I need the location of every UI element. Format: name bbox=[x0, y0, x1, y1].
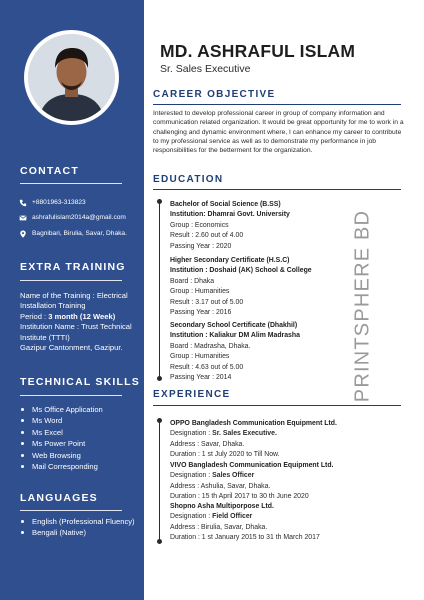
phone-icon bbox=[18, 198, 27, 207]
watermark-text: PRINTSPHERE BD bbox=[351, 209, 374, 403]
email-address[interactable]: ashrafulislam2014a@gmail.com bbox=[32, 214, 126, 221]
designation-value: Field Officer bbox=[212, 513, 253, 521]
education-detail: Group : Humanities bbox=[170, 353, 230, 361]
education-detail: Result : 3.17 out of 5.00 bbox=[170, 298, 244, 306]
experience-address: Address : Savar, Dhaka. bbox=[170, 440, 245, 448]
designation-value: Sales Officer bbox=[212, 472, 255, 480]
degree-title: Secondary School Certificate (Dhakhil) bbox=[170, 322, 298, 329]
avatar bbox=[28, 34, 115, 121]
phone-number[interactable]: +8801963-313823 bbox=[32, 199, 86, 206]
objective-divider bbox=[153, 104, 401, 105]
experience-duration: Duration : 1 st July 2020 to Till Now. bbox=[170, 451, 280, 459]
institution-name: Institution : Doshaid (AK) School & College bbox=[170, 267, 312, 275]
job-title: Sr. Sales Executive bbox=[160, 63, 251, 75]
contact-email bbox=[18, 213, 126, 222]
timeline-dot bbox=[157, 539, 162, 544]
institution-name: Institution : Kaliakur DM Alim Madrasha bbox=[170, 332, 300, 340]
designation-label: Designation : bbox=[170, 513, 213, 521]
address-text: Bagnibari, Birulia, Savar, Dhaka. bbox=[32, 230, 127, 237]
training-divider bbox=[20, 280, 122, 281]
list-item: English (Professional Fluency) bbox=[20, 516, 135, 527]
skills-divider bbox=[20, 395, 122, 396]
education-entry bbox=[170, 256, 312, 318]
page-title: MD. ASHRAFUL ISLAM bbox=[160, 41, 356, 61]
education-detail: Result : 4.63 out of 5.00 bbox=[170, 363, 244, 371]
experience-address: Address : Birulia, Savar, Dhaka. bbox=[170, 523, 268, 531]
list-item: Mail Corresponding bbox=[20, 461, 103, 472]
designation-label: Designation : bbox=[170, 430, 213, 438]
training-location: Gazipur Cantonment, Gazipur. bbox=[20, 343, 123, 353]
experience-address: Address : Ashulia, Savar, Dhaka. bbox=[170, 482, 271, 490]
timeline-dot bbox=[157, 199, 162, 204]
skills-list bbox=[20, 404, 103, 472]
objective-text: Interested to develop professional career in group of company information and communication related organization. It would be great opportunity for me to work in a challenging and dynamic environment where, I can enhance my career to contribute to my professional service as well as to demonstrate my performance in job responsibilities for the betterment for the organization. bbox=[153, 110, 404, 155]
languages-list bbox=[20, 516, 135, 539]
education-divider bbox=[153, 189, 401, 190]
training-institution-label: Institution Name : bbox=[20, 322, 82, 332]
company-name: Shopno Asha Multiporpose Ltd. bbox=[170, 503, 274, 510]
education-detail: Board : Dhaka bbox=[170, 277, 215, 285]
list-item: Ms Word bbox=[20, 415, 103, 426]
languages-divider bbox=[20, 510, 122, 511]
training-name-label: Name of the Training : bbox=[20, 291, 97, 300]
education-detail: Passing Year : 2016 bbox=[170, 309, 232, 317]
location-icon bbox=[18, 229, 27, 238]
experience-entry bbox=[170, 502, 320, 544]
company-name: OPPO Bangladesh Communication Equipment Ltd. bbox=[170, 420, 337, 427]
education-detail: Group : Humanities bbox=[170, 288, 230, 296]
company-name: VIVO Bangladesh Communication Equipment Ltd. bbox=[170, 462, 334, 469]
timeline-dot bbox=[157, 376, 162, 381]
education-entry bbox=[170, 321, 300, 383]
experience-entry bbox=[170, 461, 333, 503]
education-detail: Group : Economics bbox=[170, 221, 229, 229]
education-detail: Passing Year : 2020 bbox=[170, 242, 232, 250]
education-detail: Board : Madrasha, Dhaka. bbox=[170, 342, 251, 350]
contact-phone bbox=[18, 198, 86, 207]
experience-entry bbox=[170, 419, 337, 461]
list-item: Bengali (Native) bbox=[20, 527, 135, 538]
profile-photo-icon bbox=[28, 34, 115, 121]
skills-heading: TECHNICAL SKILLS bbox=[20, 376, 140, 388]
training-period-label: Period : bbox=[20, 311, 49, 321]
experience-heading: EXPERIENCE bbox=[153, 389, 231, 400]
contact-address bbox=[18, 229, 127, 238]
objective-heading: CAREER OBJECTIVE bbox=[153, 89, 276, 100]
degree-title: Higher Secondary Certificate (H.S.C) bbox=[170, 257, 290, 264]
education-detail: Result : 2.60 out of 4.00 bbox=[170, 232, 244, 240]
training-name: Electrical Installation Training bbox=[20, 291, 128, 311]
training-heading: EXTRA TRAINING bbox=[20, 261, 126, 273]
education-detail: Passing Year : 2014 bbox=[170, 374, 232, 382]
experience-divider bbox=[153, 405, 401, 406]
list-item: Ms Power Point bbox=[20, 438, 103, 449]
list-item: Ms Excel bbox=[20, 427, 103, 438]
email-icon bbox=[18, 213, 27, 222]
contact-divider bbox=[20, 183, 122, 184]
experience-duration: Duration : 1 st January 2015 to 31 th March 2017 bbox=[170, 534, 320, 542]
profile-photo-frame bbox=[24, 30, 119, 125]
education-heading: EDUCATION bbox=[153, 174, 224, 185]
degree-title: Bachelor of Social Science (B.SS) bbox=[170, 201, 281, 208]
sidebar bbox=[0, 0, 144, 600]
training-period: 3 month (12 Week) bbox=[48, 311, 116, 321]
designation-row bbox=[170, 429, 337, 439]
languages-heading: LANGUAGES bbox=[20, 492, 98, 504]
designation-row bbox=[170, 512, 320, 522]
designation-row bbox=[170, 471, 333, 481]
designation-value: Sr. Sales Executive. bbox=[212, 430, 277, 438]
education-timeline bbox=[159, 199, 160, 379]
designation-label: Designation : bbox=[170, 472, 213, 480]
training-details bbox=[20, 291, 138, 353]
education-entry bbox=[170, 200, 290, 252]
list-item: Ms Office Application bbox=[20, 404, 103, 415]
experience-duration: Duration : 15 th April 2017 to 30 th June 2020 bbox=[170, 493, 309, 501]
experience-timeline bbox=[159, 418, 160, 542]
list-item: Web Browsing bbox=[20, 450, 103, 461]
timeline-dot bbox=[157, 418, 162, 423]
contact-heading: CONTACT bbox=[20, 165, 79, 177]
watermark bbox=[348, 210, 378, 402]
institution-name: Institution: Dhamrai Govt. University bbox=[170, 211, 290, 219]
training-institution: Trust Technical Institute (TTTI) bbox=[20, 322, 132, 342]
